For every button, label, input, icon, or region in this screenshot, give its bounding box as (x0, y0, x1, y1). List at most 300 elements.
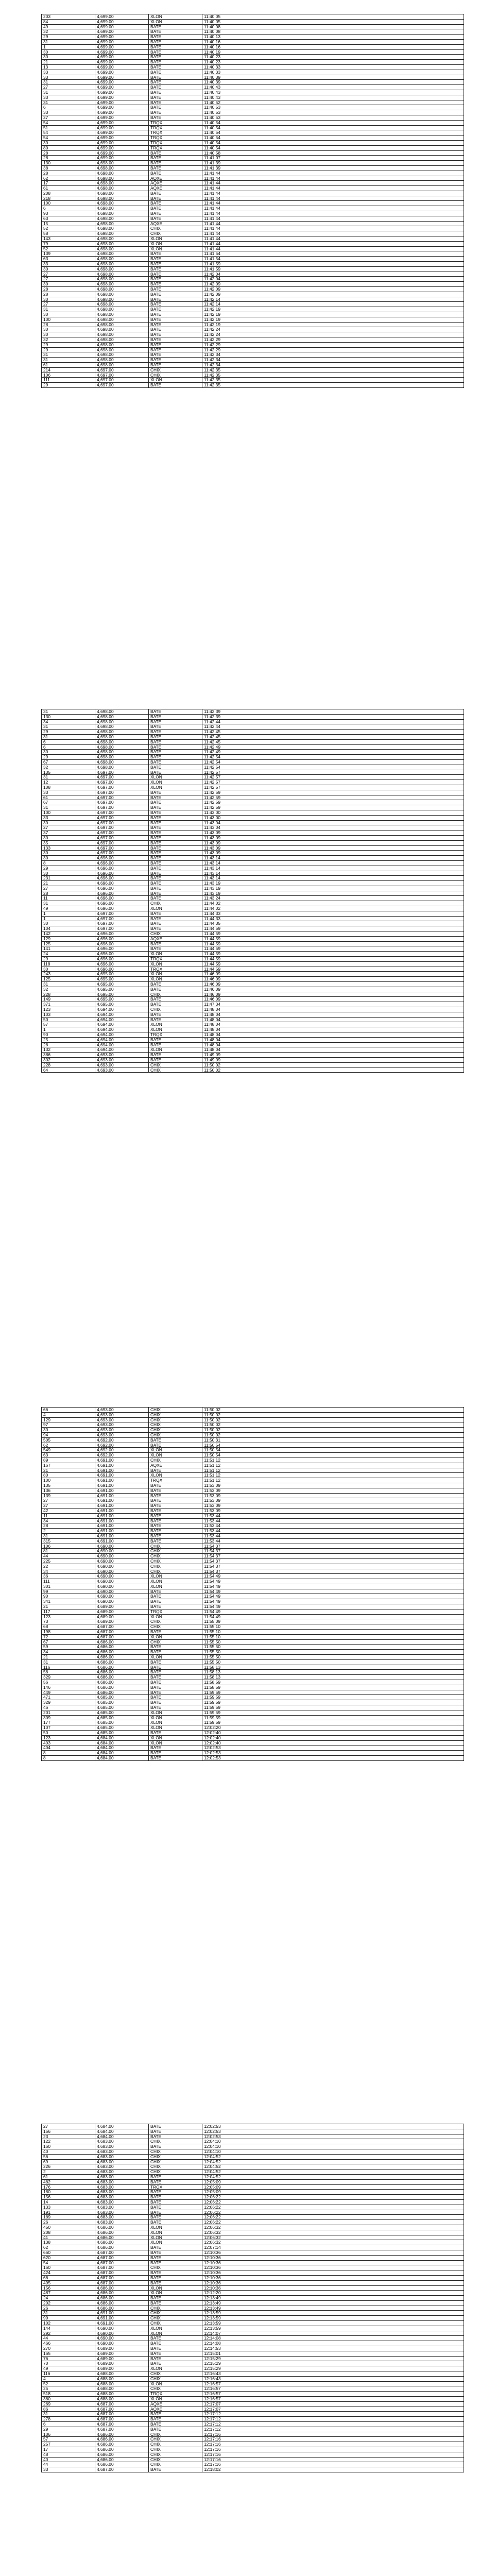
quantity-cell: 106 (42, 2432, 95, 2437)
table-row (42, 367, 464, 372)
table-row (42, 70, 464, 75)
quantity-cell: 33 (42, 2467, 95, 2472)
quantity-cell: 21 (42, 1604, 95, 1609)
table-row (42, 2326, 464, 2331)
quantity-cell: 208 (42, 2230, 95, 2235)
venue-cell: CHIX (149, 367, 202, 372)
time-cell: 11:40:53 (202, 115, 464, 120)
price-cell: 4,696.00 (95, 856, 149, 861)
quantity-cell: 25 (42, 2386, 95, 2392)
quantity-cell: 160 (42, 2265, 95, 2270)
venue-cell: XLON (149, 1634, 202, 1639)
table-row (42, 820, 464, 825)
time-cell: 11:42:44 (202, 719, 464, 724)
price-cell: 4,693.00 (95, 1408, 149, 1413)
venue-cell: BATE (149, 292, 202, 297)
time-cell: 11:41:59 (202, 262, 464, 267)
time-cell: 11:42:49 (202, 750, 464, 755)
time-cell: 11:58:13 (202, 1665, 464, 1670)
price-cell: 4,694.00 (95, 1007, 149, 1012)
quantity-cell: 301 (42, 1584, 95, 1589)
table-row (42, 2300, 464, 2306)
venue-cell: BATE (149, 2270, 202, 2276)
table-row (42, 1453, 464, 1458)
price-cell: 4,686.00 (95, 1645, 149, 1650)
venue-cell: BATE (149, 926, 202, 931)
price-cell: 4,688.00 (95, 2381, 149, 2386)
price-cell: 4,689.00 (95, 2366, 149, 2371)
time-cell: 11:58:13 (202, 1675, 464, 1680)
venue-cell: BATE (149, 307, 202, 312)
quantity-cell: 29 (42, 755, 95, 760)
table-row (42, 2432, 464, 2437)
quantity-cell: 63 (42, 1453, 95, 1458)
table-row (42, 709, 464, 715)
time-cell: 12:14:07 (202, 2331, 464, 2336)
time-cell: 11:43:19 (202, 891, 464, 896)
venue-cell: AQXE (149, 176, 202, 181)
table-row (42, 362, 464, 367)
venue-cell: BATE (149, 941, 202, 946)
time-cell: 11:50:02 (202, 1422, 464, 1428)
venue-cell: AQXE (149, 221, 202, 226)
price-cell: 4,696.00 (95, 946, 149, 952)
price-cell: 4,691.00 (95, 1463, 149, 1468)
quantity-cell: 4 (42, 1412, 95, 1417)
time-cell: 11:51:12 (202, 1468, 464, 1473)
table-row (42, 165, 464, 171)
time-cell: 11:41:44 (202, 216, 464, 221)
price-cell: 4,690.00 (95, 1574, 149, 1579)
price-cell: 4,698.00 (95, 266, 149, 272)
quantity-cell: 66 (42, 2275, 95, 2280)
time-cell: 11:42:44 (202, 724, 464, 730)
venue-cell: XLON (149, 785, 202, 790)
time-cell: 11:48:04 (202, 1022, 464, 1027)
price-cell: 4,686.00 (95, 2432, 149, 2437)
quantity-cell: 66 (42, 1408, 95, 1413)
time-cell: 11:40:53 (202, 105, 464, 110)
quantity-cell: 42 (42, 1508, 95, 1513)
table-row (42, 231, 464, 236)
quantity-cell: 31 (42, 352, 95, 358)
table-row (42, 866, 464, 871)
quantity-cell: 36 (42, 1574, 95, 1579)
time-cell: 12:13:59 (202, 2321, 464, 2326)
quantity-cell: 29 (42, 957, 95, 962)
time-cell: 11:40:54 (202, 125, 464, 130)
price-cell: 4,698.00 (95, 186, 149, 191)
quantity-cell: 41 (42, 2235, 95, 2240)
price-cell: 4,690.00 (95, 1579, 149, 1584)
table-row (42, 1483, 464, 1488)
venue-cell: BATE (149, 805, 202, 810)
venue-cell: BATE (149, 2124, 202, 2129)
time-cell: 11:42:19 (202, 317, 464, 322)
price-cell: 4,687.00 (95, 2265, 149, 2270)
venue-cell: BATE (149, 755, 202, 760)
venue-cell: BATE (149, 347, 202, 352)
quantity-cell: 122 (42, 2139, 95, 2144)
table-row (42, 2462, 464, 2467)
venue-cell: BATE (149, 835, 202, 840)
quantity-cell: 133 (42, 2205, 95, 2210)
time-cell: 11:54:37 (202, 1544, 464, 1549)
quantity-cell: 23 (42, 2134, 95, 2139)
price-cell: 4,692.00 (95, 1453, 149, 1458)
price-cell: 4,684.00 (95, 2129, 149, 2134)
quantity-cell: 100 (42, 317, 95, 322)
price-cell: 4,683.00 (95, 2195, 149, 2200)
venue-cell: BATE (149, 860, 202, 866)
quantity-cell: 138 (42, 2240, 95, 2245)
table-row (42, 2397, 464, 2402)
quantity-cell: 33 (42, 70, 95, 75)
table-row (42, 1710, 464, 1715)
venue-cell: AQXE (149, 186, 202, 191)
quantity-cell: 32 (42, 337, 95, 343)
table-row (42, 921, 464, 926)
table-row (42, 1670, 464, 1675)
trade-table (41, 1407, 464, 1761)
trade-table-page-3 (41, 1407, 455, 1761)
venue-cell: BATE (149, 362, 202, 367)
venue-cell: BATE (149, 266, 202, 272)
venue-cell: TRQX (149, 1609, 202, 1614)
quantity-cell: 31 (42, 90, 95, 95)
price-cell: 4,699.00 (95, 95, 149, 100)
price-cell: 4,689.00 (95, 1619, 149, 1624)
time-cell: 12:02:53 (202, 2134, 464, 2139)
price-cell: 4,698.00 (95, 231, 149, 236)
price-cell: 4,686.00 (95, 1690, 149, 1695)
price-cell: 4,689.00 (95, 1604, 149, 1609)
time-cell: 12:16:43 (202, 2371, 464, 2377)
venue-cell: BATE (149, 1483, 202, 1488)
table-row (42, 206, 464, 211)
table-row (42, 952, 464, 957)
time-cell: 11:41:39 (202, 161, 464, 166)
price-cell: 4,697.00 (95, 926, 149, 931)
price-cell: 4,696.00 (95, 961, 149, 967)
venue-cell: BATE (149, 2467, 202, 2472)
table-row (42, 2417, 464, 2422)
time-cell: 12:04:10 (202, 2139, 464, 2144)
table-row (42, 2225, 464, 2230)
quantity-cell: 13 (42, 64, 95, 70)
venue-cell: BATE (149, 2361, 202, 2366)
quantity-cell: 99 (42, 2316, 95, 2321)
quantity-cell: 549 (42, 1448, 95, 1453)
price-cell: 4,687.00 (95, 2412, 149, 2417)
venue-cell: BATE (149, 825, 202, 831)
time-cell: 11:42:59 (202, 790, 464, 795)
venue-cell: XLON (149, 1022, 202, 1027)
price-cell: 4,691.00 (95, 1533, 149, 1538)
time-cell: 11:40:58 (202, 150, 464, 156)
venue-cell: BATE (149, 277, 202, 282)
venue-cell: BATE (149, 1680, 202, 1685)
time-cell: 11:50:02 (202, 1432, 464, 1437)
table-row (42, 2412, 464, 2417)
time-cell: 11:59:59 (202, 1695, 464, 1700)
time-cell: 11:50:02 (202, 1417, 464, 1422)
quantity-cell: 28 (42, 292, 95, 297)
price-cell: 4,690.00 (95, 1599, 149, 1604)
quantity-cell: 449 (42, 1690, 95, 1695)
price-cell: 4,698.00 (95, 297, 149, 302)
time-cell: 11:42:24 (202, 327, 464, 332)
venue-cell: BATE (149, 1685, 202, 1690)
quantity-cell: 52 (42, 246, 95, 251)
time-cell: 11:50:02 (202, 1062, 464, 1067)
price-cell: 4,686.00 (95, 2240, 149, 2245)
table-row (42, 1473, 464, 1478)
venue-cell: CHIX (149, 2164, 202, 2170)
price-cell: 4,684.00 (95, 2134, 149, 2139)
price-cell: 4,696.00 (95, 881, 149, 886)
time-cell: 12:02:53 (202, 1745, 464, 1751)
price-cell: 4,696.00 (95, 860, 149, 866)
quantity-cell: 93 (42, 211, 95, 216)
quantity-cell: 15 (42, 221, 95, 226)
price-cell: 4,698.00 (95, 282, 149, 287)
venue-cell: XLON (149, 2397, 202, 2402)
venue-cell: BATE (149, 744, 202, 750)
time-cell: 11:59:59 (202, 1705, 464, 1710)
time-cell: 11:46:09 (202, 997, 464, 1002)
table-row (42, 730, 464, 735)
table-row (42, 2265, 464, 2270)
venue-cell: BATE (149, 2190, 202, 2195)
time-cell: 11:48:04 (202, 1037, 464, 1042)
quantity-cell: 11 (42, 896, 95, 901)
price-cell: 4,697.00 (95, 921, 149, 926)
quantity-cell: 22 (42, 1564, 95, 1569)
venue-cell: TRQX (149, 2392, 202, 2397)
venue-cell: BATE (149, 1002, 202, 1007)
time-cell: 11:43:09 (202, 851, 464, 856)
quantity-cell: 30 (42, 282, 95, 287)
time-cell: 12:17:07 (202, 2401, 464, 2406)
table-row (42, 835, 464, 840)
quantity-cell: 202 (42, 2300, 95, 2306)
table-row (42, 1533, 464, 1538)
table-row (42, 2154, 464, 2159)
price-cell: 4,697.00 (95, 820, 149, 825)
venue-cell: CHIX (149, 2432, 202, 2437)
table-row (42, 1695, 464, 1700)
price-cell: 4,697.00 (95, 810, 149, 815)
table-row (42, 1478, 464, 1483)
quantity-cell: 56 (42, 1680, 95, 1685)
price-cell: 4,699.00 (95, 19, 149, 24)
venue-cell: XLON (149, 1473, 202, 1478)
quantity-cell: 54 (42, 2260, 95, 2265)
table-row (42, 2179, 464, 2184)
price-cell: 4,696.00 (95, 896, 149, 901)
time-cell: 11:42:34 (202, 358, 464, 363)
time-cell: 12:06:22 (202, 2210, 464, 2215)
table-row (42, 719, 464, 724)
time-cell: 11:43:14 (202, 866, 464, 871)
quantity-cell: 30 (42, 871, 95, 876)
quantity-cell: 63 (42, 216, 95, 221)
venue-cell: BATE (149, 1604, 202, 1609)
quantity-cell: 80 (42, 1473, 95, 1478)
time-cell: 11:40:39 (202, 80, 464, 85)
quantity-cell: 6 (42, 2422, 95, 2427)
price-cell: 4,699.00 (95, 55, 149, 60)
table-row (42, 800, 464, 805)
price-cell: 4,686.00 (95, 2442, 149, 2447)
table-row (42, 327, 464, 332)
table-row (42, 901, 464, 906)
quantity-cell: 86 (42, 2406, 95, 2412)
price-cell: 4,694.00 (95, 1042, 149, 1047)
quantity-cell: 228 (42, 992, 95, 997)
table-row (42, 383, 464, 388)
table-row (42, 2199, 464, 2205)
venue-cell: BATE (149, 24, 202, 29)
quantity-cell: 125 (42, 977, 95, 982)
price-cell: 4,699.00 (95, 44, 149, 49)
price-cell: 4,690.00 (95, 1594, 149, 1599)
venue-cell: BATE (149, 80, 202, 85)
time-cell: 12:15:01 (202, 2351, 464, 2356)
time-cell: 11:46:09 (202, 987, 464, 992)
price-cell: 4,691.00 (95, 1483, 149, 1488)
price-cell: 4,694.00 (95, 1012, 149, 1017)
time-cell: 11:53:44 (202, 1513, 464, 1518)
venue-cell: TRQX (149, 140, 202, 145)
quantity-cell: 482 (42, 2179, 95, 2184)
quantity-cell: 214 (42, 367, 95, 372)
venue-cell: CHIX (149, 2316, 202, 2321)
price-cell: 4,698.00 (95, 322, 149, 327)
time-cell: 11:43:09 (202, 835, 464, 840)
quantity-cell: 360 (42, 2397, 95, 2402)
venue-cell: BATE (149, 1498, 202, 1503)
table-row (42, 2129, 464, 2134)
price-cell: 4,694.00 (95, 1047, 149, 1053)
time-cell: 11:42:35 (202, 378, 464, 383)
quantity-cell: 61 (42, 362, 95, 367)
table-row (42, 302, 464, 307)
price-cell: 4,696.00 (95, 931, 149, 937)
quantity-cell: 218 (42, 196, 95, 201)
time-cell: 11:42:54 (202, 759, 464, 765)
table-row (42, 891, 464, 896)
quantity-cell: 67 (42, 759, 95, 765)
table-row (42, 2376, 464, 2381)
table-row (42, 896, 464, 901)
quantity-cell: 24 (42, 2296, 95, 2301)
quantity-cell: 81 (42, 1549, 95, 1554)
venue-cell: BATE (149, 1650, 202, 1655)
price-cell: 4,691.00 (95, 1503, 149, 1509)
venue-cell: BATE (149, 1529, 202, 1534)
venue-cell: BATE (149, 831, 202, 836)
quantity-cell: 38 (42, 165, 95, 171)
time-cell: 11:41:44 (202, 181, 464, 186)
price-cell: 4,698.00 (95, 236, 149, 242)
price-cell: 4,687.00 (95, 2270, 149, 2276)
price-cell: 4,690.00 (95, 1558, 149, 1564)
table-row (42, 1002, 464, 1007)
quantity-cell: 100 (42, 810, 95, 815)
quantity-cell: 90 (42, 1032, 95, 1038)
price-cell: 4,690.00 (95, 2341, 149, 2346)
venue-cell: BATE (149, 845, 202, 851)
time-cell: 12:17:16 (202, 2442, 464, 2447)
trade-table-page-2 (41, 709, 455, 1073)
quantity-cell: 33 (42, 815, 95, 820)
table-row (42, 2341, 464, 2346)
price-cell: 4,699.00 (95, 70, 149, 75)
quantity-cell: 30 (42, 55, 95, 60)
venue-cell: BATE (149, 2422, 202, 2427)
time-cell: 11:54:49 (202, 1604, 464, 1609)
quantity-cell: 34 (42, 719, 95, 724)
quantity-cell: 84 (42, 19, 95, 24)
time-cell: 12:04:52 (202, 2159, 464, 2164)
table-row (42, 1508, 464, 1513)
quantity-cell: 30 (42, 266, 95, 272)
time-cell: 11:42:35 (202, 383, 464, 388)
time-cell: 12:17:16 (202, 2432, 464, 2437)
venue-cell: XLON (149, 906, 202, 911)
time-cell: 11:41:44 (202, 191, 464, 196)
table-row (42, 266, 464, 272)
price-cell: 4,692.00 (95, 1437, 149, 1443)
venue-cell: BATE (149, 39, 202, 44)
quantity-cell: 117 (42, 1609, 95, 1614)
table-row (42, 1493, 464, 1498)
venue-cell: BATE (149, 150, 202, 156)
venue-cell: TRQX (149, 1478, 202, 1483)
quantity-cell: 52 (42, 2381, 95, 2386)
price-cell: 4,696.00 (95, 891, 149, 896)
price-cell: 4,698.00 (95, 312, 149, 317)
quantity-cell: 30 (42, 851, 95, 856)
price-cell: 4,698.00 (95, 730, 149, 735)
quantity-cell: 54 (42, 120, 95, 125)
table-row (42, 1513, 464, 1518)
quantity-cell: 31 (42, 901, 95, 906)
time-cell: 12:02:53 (202, 2129, 464, 2134)
time-cell: 12:16:57 (202, 2381, 464, 2386)
price-cell: 4,691.00 (95, 1488, 149, 1493)
venue-cell: BATE (149, 896, 202, 901)
quantity-cell: 30 (42, 921, 95, 926)
table-row (42, 272, 464, 277)
time-cell: 11:53:09 (202, 1488, 464, 1493)
time-cell: 12:02:53 (202, 1755, 464, 1760)
table-row (42, 342, 464, 347)
table-row (42, 1538, 464, 1544)
venue-cell: BATE (149, 1493, 202, 1498)
price-cell: 4,699.00 (95, 29, 149, 35)
time-cell: 11:44:59 (202, 967, 464, 972)
time-cell: 11:58:59 (202, 1685, 464, 1690)
table-row (42, 1731, 464, 1736)
venue-cell: BATE (149, 1589, 202, 1594)
table-row (42, 734, 464, 739)
price-cell: 4,688.00 (95, 2392, 149, 2397)
time-cell: 11:42:59 (202, 795, 464, 800)
time-cell: 12:16:57 (202, 2397, 464, 2402)
